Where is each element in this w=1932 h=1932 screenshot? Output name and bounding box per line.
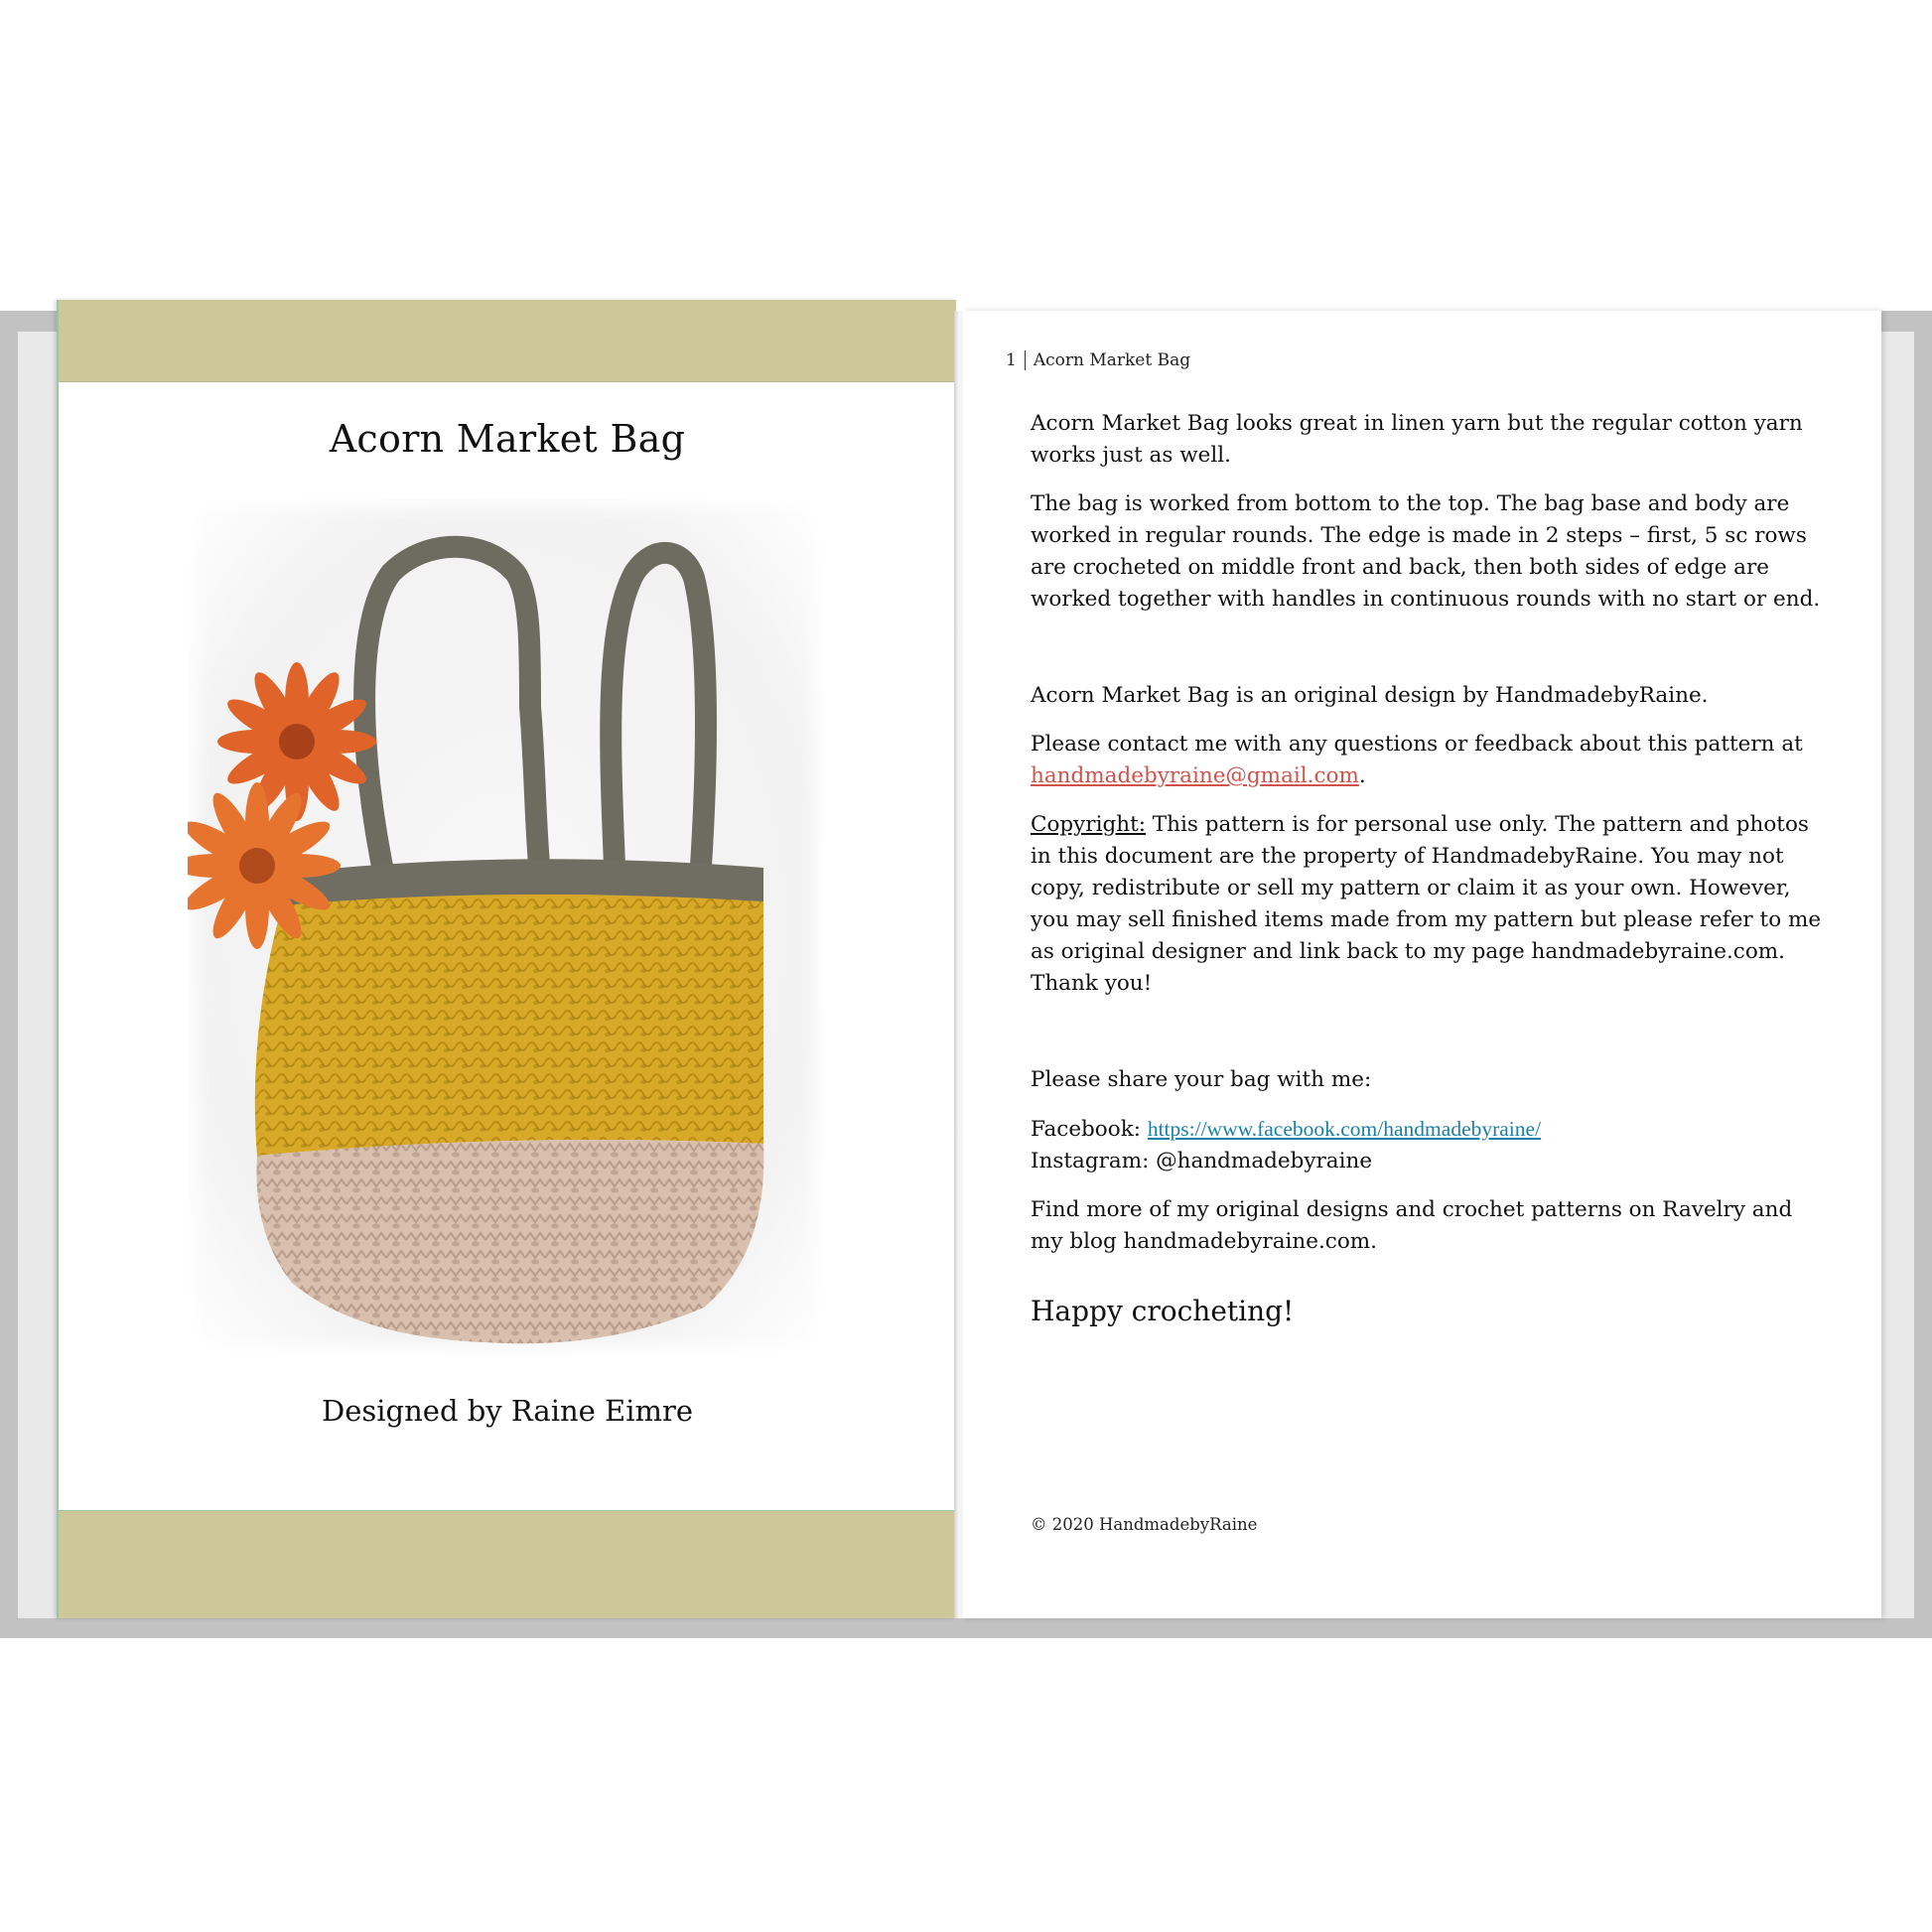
- page-number: 1: [1006, 350, 1026, 370]
- find-more-paragraph: Find more of my original designs and crochet patterns on Ravelry and my blog handmadebyraine.com.: [1031, 1197, 1793, 1254]
- email-link[interactable]: handmadebyraine@gmail.com: [1031, 763, 1359, 788]
- social-paragraph: [1031, 1113, 1825, 1177]
- contact-text: Please contact me with any questions or feedback about this pattern at: [1031, 732, 1803, 757]
- facebook-link[interactable]: https://www.facebook.com/handmadebyraine/: [1147, 1117, 1542, 1141]
- cover-photo-market-bag: [188, 498, 823, 1354]
- info-page: [963, 311, 1881, 1618]
- copyright-text: This pattern is for personal use only. The pattern and photos in this document are the property of HandmadebyRaine. You may not copy, redistribute or sell my pattern or claim it as your own. However, you may sell finished items made from my pattern but please refer to me as original designer and link back to my page handmadebyraine.com. Thank you!: [1031, 812, 1822, 996]
- share-paragraph: Please share your bag with me:: [1031, 1067, 1372, 1092]
- closing-line: Happy crocheting!: [1031, 1295, 1295, 1327]
- copyright-label: Copyright:: [1031, 812, 1146, 837]
- cover-credit: Designed by Raine Eimre: [321, 1394, 693, 1428]
- facebook-label: Facebook:: [1031, 1117, 1148, 1142]
- market-bag-illustration: [188, 498, 823, 1354]
- footer-copyright: © 2020 HandmadebyRaine: [1031, 1515, 1258, 1534]
- construction-paragraph: The bag is worked from bottom to the top. The bag base and body are worked in regular rounds. The edge is made in 2 steps – first, 5 sc rows are crocheted on middle front and back, then both sides of edge are worked together with handles in continuous rounds with no start or end.: [1031, 491, 1821, 612]
- contact-paragraph: [1031, 729, 1825, 792]
- page-content: [1031, 408, 1825, 1327]
- cover-page: [57, 300, 956, 1618]
- intro-paragraph: Acorn Market Bag looks great in linen yarn but the regular cotton yarn works just as well.: [1031, 411, 1803, 468]
- cover-bottom-band: [59, 1510, 956, 1618]
- copyright-paragraph: [1031, 809, 1825, 1000]
- cover-title: Acorn Market Bag: [329, 417, 686, 461]
- running-head: [1006, 350, 1190, 370]
- contact-end: .: [1358, 763, 1366, 788]
- design-credit-paragraph: Acorn Market Bag is an original design by HandmadebyRaine.: [1031, 683, 1709, 708]
- instagram-handle: Instagram: @handmadebyraine: [1031, 1149, 1373, 1173]
- cover-top-band: [59, 300, 956, 382]
- running-title: Acorn Market Bag: [1033, 350, 1191, 370]
